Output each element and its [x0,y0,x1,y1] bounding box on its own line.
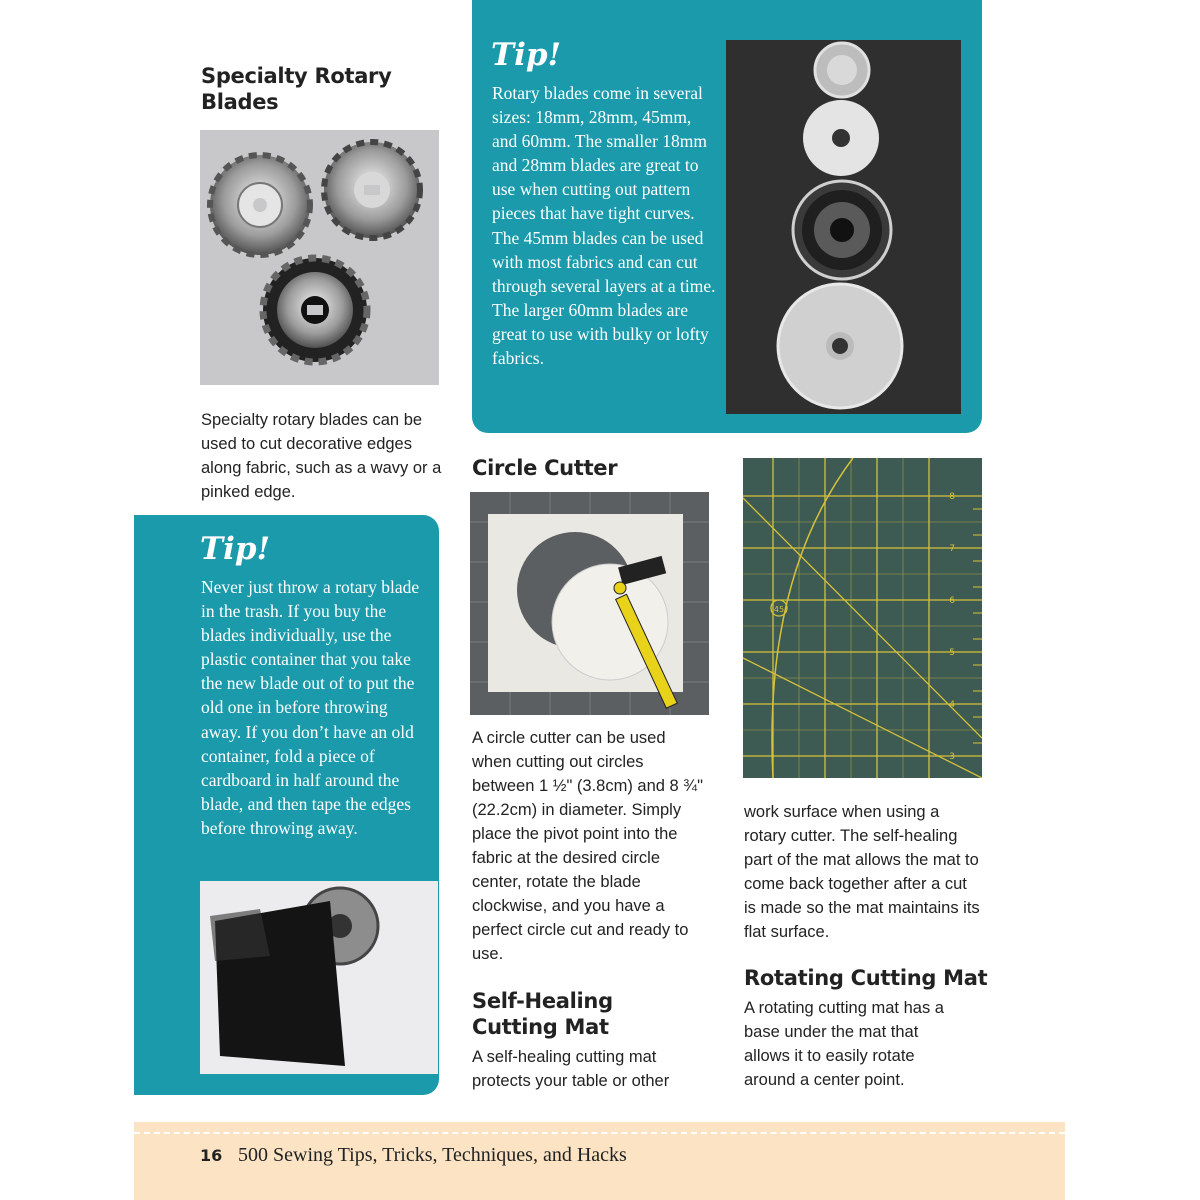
tip-title-disposal: Tip! [200,531,271,567]
rotating-mat-heading: Rotating Cutting Mat [744,966,988,990]
circle-cutter-text: A circle cutter can be used when cutting out circles between 1 ½" (3.8cm) and 8 ¾" (22.2cm) in diameter. Simply place the pivot point into the fabric at the desired circle center, rotate the blade clockwise, and you have a perfect circle cut and ready to use. [472,729,703,963]
mat-ruler-label: 6 [949,596,955,606]
specialty-blades-heading: Specialty Rotary Blades [201,64,392,114]
circle-cutter-heading: Circle Cutter [472,456,618,480]
mat-ruler-label: 8 [949,492,955,502]
blade-sizes-photo [726,40,961,414]
mat-ruler-label: 4 [949,700,955,710]
self-healing-text-start: A self-healing cutting mat protects your table or other [472,1048,670,1090]
page-footer [134,1122,1065,1200]
mat-angle-label: 45 [773,605,785,614]
mat-ruler-label: 7 [949,544,955,554]
tip-title-blade-sizes: Tip! [491,37,562,73]
self-healing-text-cont: work surface when using a rotary cutter. The self-healing part of the mat allows the mat to come back together after a cut is made so the mat maintains its flat surface. [744,803,980,941]
circle-cutter-photo [470,492,709,715]
cardboard-blade-photo [200,881,438,1074]
mat-ruler-label: 5 [949,648,955,658]
mat-ruler-label: 3 [949,752,955,762]
tip-text-disposal: Never just throw a rotary blade in the trash. If you buy the blades individually, use the plastic container that you take the new blade out of to put the old one in before throwing away. If you don’t have an old container, fold a piece of cardboard in half around the blade, and then tape the edges before throwing away. [201,577,420,838]
self-healing-heading: Self-Healing Cutting Mat [472,989,613,1039]
specialty-blades-text: Specialty rotary blades can be used to cut decorative edges along fabric, such as a wavy or a pinked edge. [201,411,442,501]
footer-dashed-line [134,1132,1065,1134]
book-title: 500 Sewing Tips, Tricks, Techniques, and Hacks [238,1144,627,1166]
tip-text-blade-sizes: Rotary blades come in several sizes: 18mm, 28mm, 45mm, and 60mm. The smaller 18mm and 28mm blades are great to use when cutting out pattern pieces that have tight curves. The 45mm blades can be used with most fabrics and can cut through several layers at a time. The larger 60mm blades are great to use with bulky or lofty fabrics. [492,83,716,369]
page-number: 16 [200,1146,223,1165]
rotating-mat-text: A rotating cutting mat has a base under the mat that allows it to easily rotate around a center point. [744,999,944,1089]
specialty-blades-photo [200,130,439,385]
cutting-mat-photo [743,458,982,778]
